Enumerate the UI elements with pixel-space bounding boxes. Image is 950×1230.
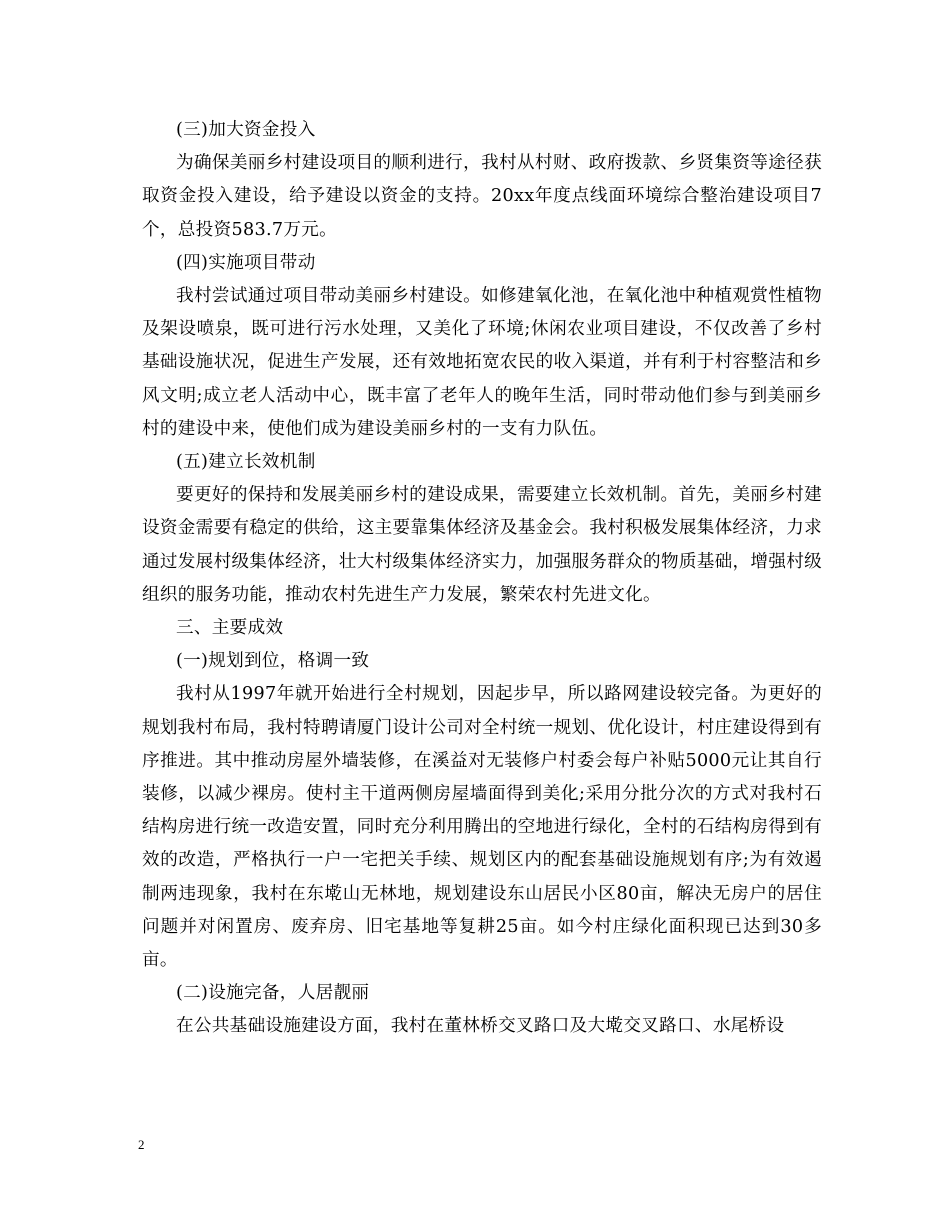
page-content	[142, 114, 822, 1044]
paragraph: 为确保美丽乡村建设项目的顺利进行，我村从村财、政府拨款、乡贤集资等途径获取资金投入建设，给予建设以资金的支持。20xx年度点线面环境综合整治建设项目7个，总投资583.7万元。	[142, 153, 822, 240]
paragraph: 我村从1997年就开始进行全村规划，因起步早，所以路网建设较完备。为更好的规划我村布局，我村特聘请厦门设计公司对全村统一规划、优化设计，村庄建设得到有序推进。其中推动房屋外墙装修，在溪益对无装修户村委会每户补贴5000元让其自行装修，以减少裸房。使村主干道两侧房屋墙面得到美化;采用分批分次的方式对我村石结构房进行统一改造安置，同时充分利用腾出的空地进行绿化，全村的石结构房得到有效的改造，严格执行一户一宅把关手续、规划区内的配套基础设施规划有序;为有效遏制两违现象，我村在东墘山无林地，规划建设东山居民小区80亩，解决无房户的居住问题并对闲置房、废弃房、旧宅基地等复耕25亩。如今村庄绿化面积现已达到30多亩。	[142, 684, 822, 971]
section-heading: (一)规划到位，格调一致	[176, 651, 370, 672]
page-number: 2	[138, 1137, 145, 1152]
paragraph: 我村尝试通过项目带动美丽乡村建设。如修建氧化池，在氧化池中种植观赏性植物及架设喷泉，既可进行污水处理，又美化了环境;休闲农业项目建设，不仅改善了乡村基础设施状况，促进生产发展，还有效地拓宽农民的收入渠道，并有利于村容整洁和乡风文明;成立老人活动中心，既丰富了老年人的晚年生活，同时带动他们参与到美丽乡村的建设中来，使他们成为建设美丽乡村的一支有力队伍。	[142, 286, 822, 439]
section-heading: (三)加大资金投入	[176, 120, 316, 140]
section-heading: (五)建立长效机制	[176, 452, 316, 473]
chapter-heading: 三、主要成效	[176, 618, 284, 639]
section-heading: (二)设施完备，人居靓丽	[176, 983, 370, 1004]
paragraph: 在公共基础设施建设方面，我村在董林桥交叉路口及大墘交叉路口、水尾桥设	[176, 1016, 785, 1037]
section-heading: (四)实施项目带动	[176, 252, 316, 273]
paragraph: 要更好的保持和发展美丽乡村的建设成果，需要建立长效机制。首先，美丽乡村建设资金需要有稳定的供给，这主要靠集体经济及基金会。我村积极发展集体经济，力求通过发展村级集体经济，壮大村级集体经济实力，加强服务群众的物质基础，增强村级组织的服务功能，推动农村先进生产力发展，繁荣农村先进文化。	[142, 485, 822, 605]
